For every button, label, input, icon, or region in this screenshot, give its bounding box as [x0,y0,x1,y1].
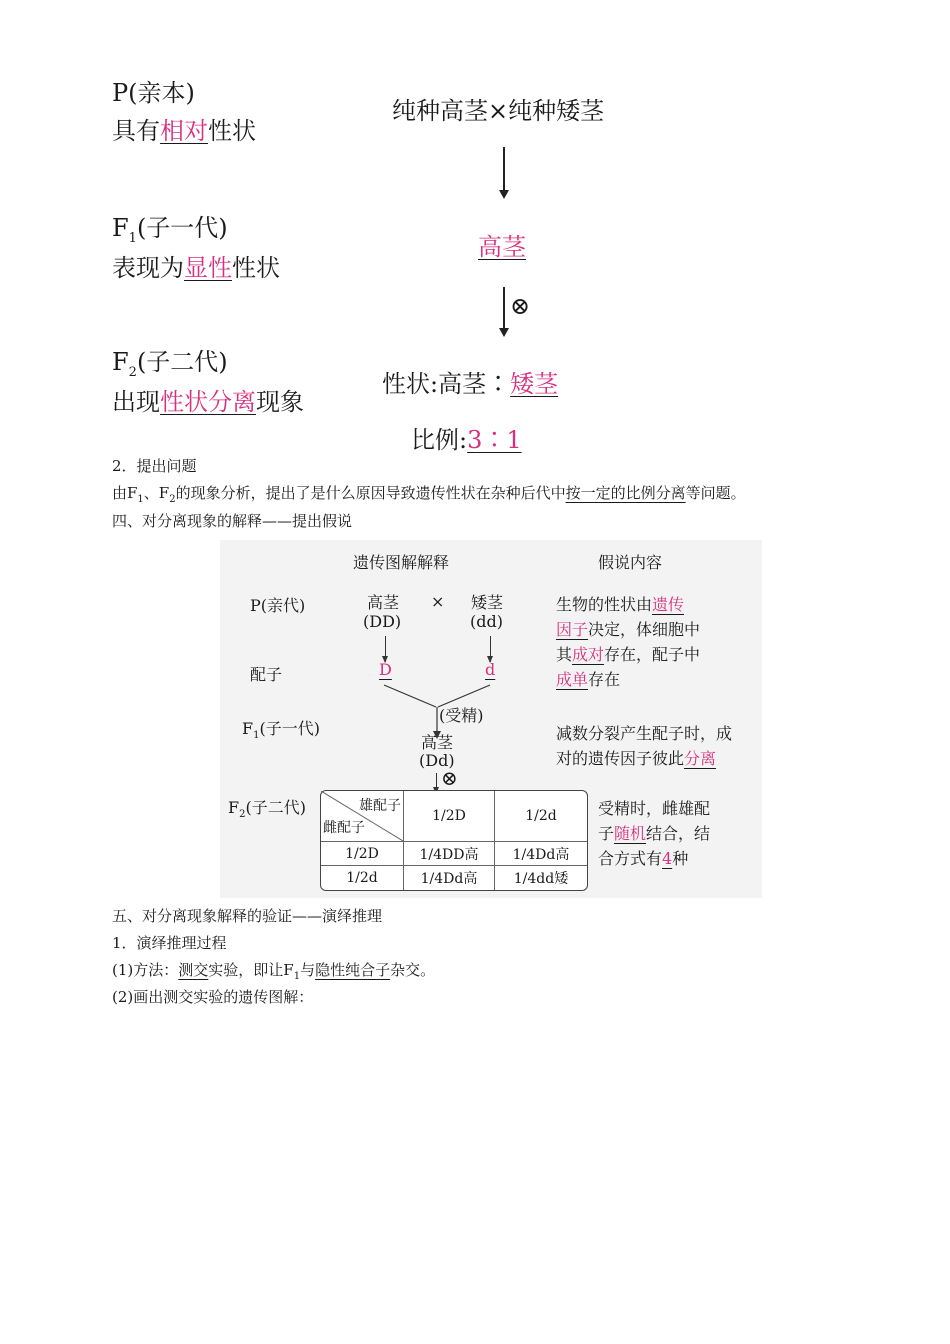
f2-letter: F [112,348,129,376]
explanation-diagram [220,540,762,898]
s2-sub2: 2 [169,494,176,505]
h2l2-pre: 对的遗传因子彼此 [556,749,685,768]
f1-result-tall: 高茎 [478,233,526,261]
self-cross-icon: ⊗ [510,292,531,320]
diagonal-header-cell [321,791,404,842]
cell-dd-tall-2: 1/4Dd高 [495,842,587,866]
table-row [321,866,587,890]
blank-recessive-homozygote: 隐性纯合子 [315,961,391,979]
female-gamete-label: 雌配子 [323,820,365,836]
blank-ratio-separation: 按一定的比例分离 [565,484,686,502]
h3l2-post: 结合，结 [646,824,711,843]
s2-sub1: 1 [137,494,144,505]
down-arrow-2 [503,287,505,335]
blank-separate: 分离 [684,749,717,768]
s2-sep: 、F [143,484,170,502]
f2g-sub: 2 [239,809,246,821]
self-cross-small-icon: ⊗ [441,766,458,790]
f1g-sub: 1 [253,730,260,742]
hyp1-line3 [556,642,700,665]
blank-relative: 相对 [160,117,208,145]
f1-desc [112,248,280,283]
f2-generation-label [228,795,306,820]
parent-tall: 高茎 [367,593,400,612]
blank-genetic: 遗传 [652,595,685,614]
down-arrow-1 [503,147,505,197]
gamete-d: D [379,660,392,679]
section5-heading: 五、对分离现象解释的验证——演绎推理 [112,907,383,925]
method-mid: 实验，即让F [208,961,294,979]
male-gamete-label: 雄配子 [359,798,401,814]
s2-pre: 由F [112,484,138,502]
f1-generation-label [242,716,320,741]
f2-subscript: 2 [128,364,137,380]
punnett-square [320,790,588,891]
h3l3-post: 种 [672,849,689,868]
f2-label-rest: (子二代) [136,348,228,376]
h1l2-post: 决定，体细胞中 [588,620,701,639]
f1-label-rest: (子一代) [136,214,228,242]
f1-phenotype: 高茎 [421,733,454,752]
method-mid2: 与 [300,961,316,979]
section2-heading: 2．提出问题 [112,457,197,475]
gamete-lower-d: d [485,660,496,679]
blank-single: 成单 [556,670,589,689]
p-desc-post: 性状 [208,117,256,145]
section5-method [112,959,435,982]
cell-dd-tall-3: 1/4Dd高 [404,866,495,890]
s2-post: 等问题。 [685,484,746,502]
col-header-2: 1/2d [495,791,587,842]
trait-prefix: 性状:高茎∶ [382,370,511,398]
col-header-diagram: 遗传图解解释 [353,553,450,572]
f2-desc-post: 现象 [256,388,304,416]
h1l4-post: 存在 [588,670,621,689]
section5-sub1: 1．演绎推理过程 [112,934,227,952]
h1l3-post: 存在，配子中 [604,645,701,664]
blank-factor: 因子 [556,620,589,639]
section2-text [112,482,746,505]
f2g-rest: (子二代) [245,798,306,817]
blank-testcross: 测交 [178,961,209,979]
ratio-prefix: 比例: [411,426,468,454]
blank-random: 随机 [614,824,647,843]
hyp2-line1: 减数分裂产生配子时，成 [556,724,733,743]
hyp3-line1: 受精时，雌雄配 [598,799,711,818]
f2-desc [112,382,304,417]
h3l2-pre: 子 [598,824,615,843]
f2-ratio [411,420,522,455]
hyp3-line3 [598,846,688,869]
cross-statement: 纯种高茎×纯种矮茎 [392,97,605,125]
cell-dd-short: 1/4dd矮 [513,871,569,887]
col-header-1: 1/2D [404,791,495,842]
row-header-2: 1/2d [321,866,404,890]
row-header-1: 1/2D [321,842,404,866]
hyp1-line1 [556,592,684,615]
section5-draw: (2)画出测交实验的遗传图解： [112,988,314,1006]
arrow-to-gamete-d [385,636,386,662]
f2-trait [382,364,558,399]
f1-letter: F [112,214,129,242]
parent-short-genotype: (dd) [470,612,503,631]
f1g-rest: (子一代) [259,719,320,738]
blank-segregation: 性状分离 [160,388,256,416]
f1-label [112,208,228,246]
f1g-letter: F [242,719,254,738]
p-generation-label: P(亲代) [250,596,306,615]
section4-heading: 四、对分离现象的解释——提出假说 [112,512,353,530]
p-desc-pre: 具有 [112,117,160,145]
f1-subscript: 1 [128,230,137,246]
cell-dd-tall: 1/4DD高 [404,842,495,866]
p-parent-desc [112,111,256,146]
blank-four: 4 [662,849,673,868]
hyp3-line2 [598,821,710,844]
blank-paired: 成对 [572,645,605,664]
f2-desc-pre: 出现 [112,388,160,416]
table-row [321,842,587,866]
f2-label [112,342,228,380]
blank-short: 矮茎 [510,370,559,398]
hyp1-line4 [556,667,620,690]
s2-mid: 的现象分析，提出了是什么原因导致遗传性状在杂种后代中 [175,484,566,502]
method-sub: 1 [293,971,301,982]
cross-sign: × [431,592,445,611]
f1-genotype: (Dd) [419,751,455,770]
col-header-hypothesis: 假说内容 [598,553,663,572]
parent-tall-genotype: (DD) [363,612,402,631]
method-pre: (1)方法： [112,961,179,979]
f1-desc-post: 性状 [232,254,280,282]
hyp1-line2 [556,617,700,640]
p-parent-label: P(亲本) [112,79,195,107]
f1-desc-pre: 表现为 [112,254,184,282]
fertilization-label: (受精) [439,706,484,725]
hyp2-line2 [556,746,716,769]
blank-dominant: 显性 [184,254,232,282]
blank-ratio: 3∶1 [467,426,522,454]
h3l3-pre: 合方式有 [598,849,663,868]
h1l1-pre: 生物的性状由 [556,595,653,614]
h1l3-pre: 其 [556,645,573,664]
gamete-label: 配子 [250,665,283,684]
arrow-to-gamete-lower-d [490,636,491,662]
parent-short: 矮茎 [471,593,504,612]
method-post: 杂交。 [390,961,436,979]
f2g-letter: F [228,798,240,817]
